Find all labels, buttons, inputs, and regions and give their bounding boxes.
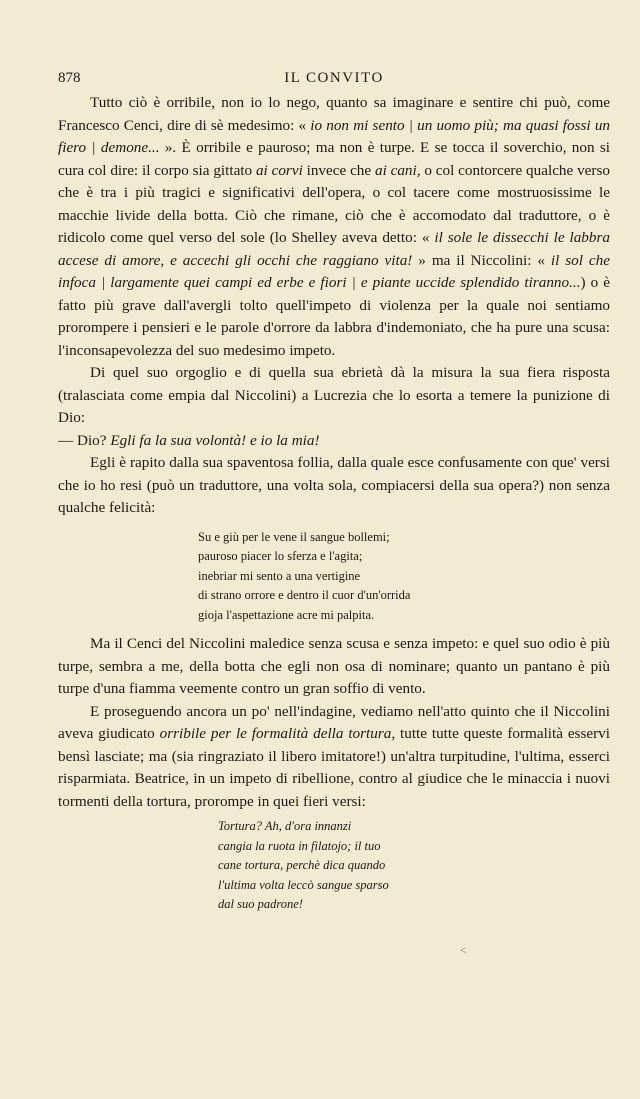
text-segment: » ma il Niccolini: « xyxy=(412,251,551,269)
verse-line: l'ultima volta leccò sangue sparso xyxy=(218,877,389,892)
text-segment: invece che xyxy=(302,161,375,179)
paragraph-4: Ma il Cenci del Niccolini maledice senza scusa e senza impeto: e quel suo odio è più turpe, sembra a me, della botta che egli non osa di nominare; quanto un pantano è più turpe d'una fiamma veemente contro un gran soffio di vento. xyxy=(58,635,610,697)
verse-line: pauroso piacer lo sferza e l'agita; xyxy=(198,549,363,563)
verse-line: inebriar mi sento a una vertigine xyxy=(198,568,361,583)
verse-line: Su e giù per le vene il sangue bollemi; xyxy=(198,529,390,544)
running-head: IL CONVITO xyxy=(284,70,384,86)
dialog-prefix: — Dio? xyxy=(58,431,111,449)
paragraph-1 xyxy=(58,92,610,362)
verse-line: Tortura? Ah, d'ora innanzi xyxy=(218,819,352,833)
dialog-line xyxy=(58,430,610,453)
text-segment-italic: ai corvi xyxy=(255,161,303,179)
text-segment: ) o è fatto più grave dall'avergli tolto quell'impeto di violenza per la quale noi sentiamo prorompere i pensieri e le parole d'orrore da labbra d'indemoniato, che ha pure una scusa: l'inconsapevolezza del suo medesimo impeto. xyxy=(58,274,610,359)
text-segment-italic: orribile per le formalità della tortura, xyxy=(159,725,396,742)
verse-block-1 xyxy=(198,528,610,626)
text-segment: tutte tutte queste formalità esservi bensì lasciate; ma (sia ringraziato il libero imitatore!) un'altra turpitudine, l'ultima, esserci risparmiata. Beatrice, in un impeto di ribellione, contro al giudice che le minaccia i nuovi tormenti della tortura, prorompe in quei fieri versi: xyxy=(58,725,610,810)
verse-line: di strano orrore e dentro il cuor d'un'orrida xyxy=(198,588,411,602)
verse-line: gioja l'aspettazione acre mi palpita. xyxy=(198,607,375,622)
verse-line: dal suo padrone! xyxy=(218,897,303,911)
page-header xyxy=(58,70,610,92)
verse-line: cane tortura, perchè dica quando xyxy=(218,858,386,872)
text-segment-italic: ai cani, xyxy=(374,161,421,179)
verse-block-2 xyxy=(218,817,610,915)
text-segment-italic: io non mi sento | un uomo più; ma quasi fossi un fiero | demone... xyxy=(58,116,611,156)
page-number: 878 xyxy=(58,70,81,86)
stray-mark: < xyxy=(460,943,467,957)
text-segment: Tutto ciò è orribile, non io lo nego, quanto sa imaginare e sentire chi può, come Francesco Cenci, dire di sè medesimo: « xyxy=(58,94,610,134)
paragraph-3: Egli è rapito dalla sua spaventosa follia, dalla quale esce confusamente con que' versi che io ho resi (può un traduttore, una volta sola, compiacersi della sua opera?) non senza qualche felicità: xyxy=(58,454,610,516)
paragraph-2: Di quel suo orgoglio e di quella sua ebrietà dà la misura la sua fiera risposta (tralasciata come empia dal Niccolini) a Lucrezia che lo esorta a temere la punizione di Dio: xyxy=(58,364,610,426)
text-segment-italic: il sole le dissecchi le labbra accese di amore, e accechi gli occhi che raggiano vita! xyxy=(58,229,610,269)
text-segment: o col contorcere qualche verso che è tra i più tragici e significativi dell'opera, o col tacere come mostruosissime le macchie livide della botta. Ciò che rimane, ciò che è accomodato dal traduttore, o è ridicolo come quel verso del sole (lo Shelley aveva detto: « xyxy=(58,161,610,246)
paragraph-5 xyxy=(58,701,610,814)
page xyxy=(58,70,610,915)
text-segment: ». È orribile e pauroso; ma non è turpe. E se tocca il soverchio, non si cura col dire: il corpo sia gittato xyxy=(58,139,611,179)
text-segment: E proseguendo ancora un po' nell'indagine, vediamo nell'atto quinto che il Niccolini aveva giudicato xyxy=(58,702,610,742)
verse-line: cangia la ruota in filatojo; il tuo xyxy=(218,838,381,853)
dialog-italic: Egli fa la sua volontà! e io la mia! xyxy=(110,431,320,449)
text-segment-italic: il sol che infoca | largamente quei campi ed erbe e fiori | e piante uccide splendido tiranno... xyxy=(58,251,610,291)
